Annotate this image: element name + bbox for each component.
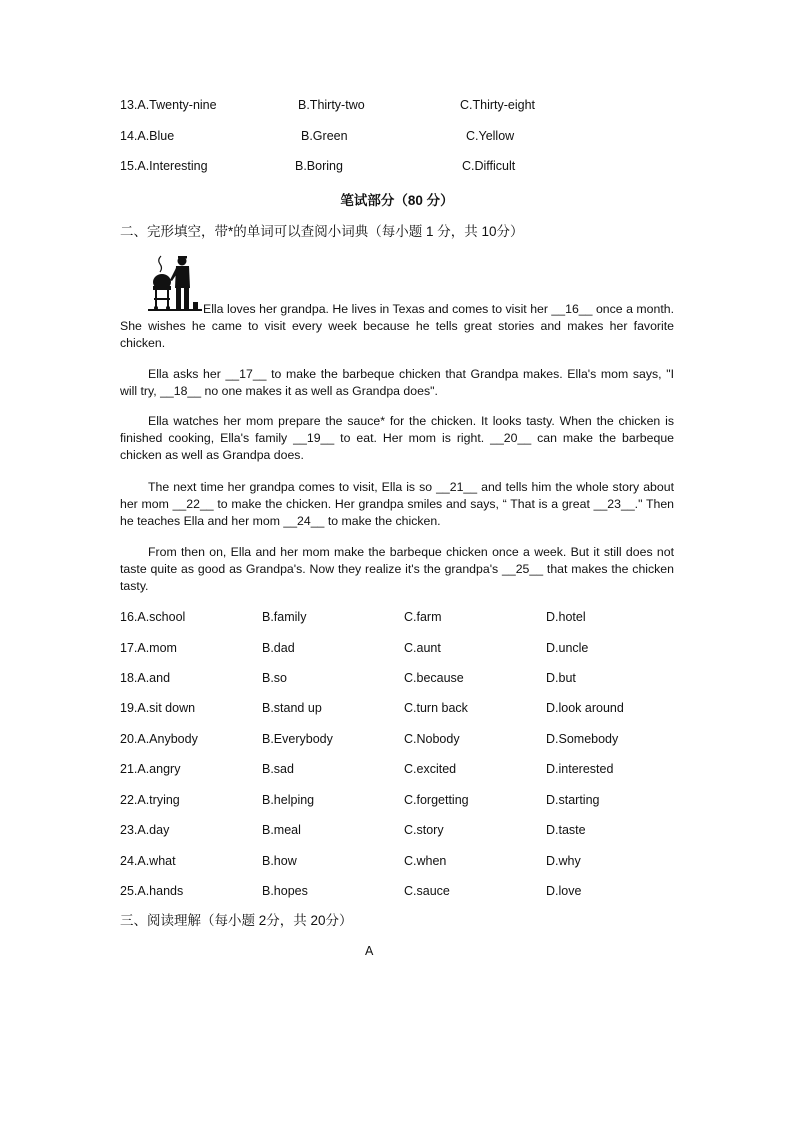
option-c: C.Nobody — [404, 732, 460, 746]
option-c: C.Thirty-eight — [460, 98, 536, 112]
option-a: 16.A.school — [120, 610, 186, 624]
option-a: 13.A.Twenty-nine — [120, 98, 217, 112]
written-section-title: 笔试部分（80 分） — [340, 193, 454, 208]
option-c: C.sauce — [404, 884, 450, 898]
passage-paragraph: Ella watches her mom prepare the sauce* for the chicken. It looks tasty. When the chicken is finished cooking, Ella's family __19__ to eat. Her mom is right. __20__ can make the barbeque chicken as well as Grandpa does. — [120, 414, 674, 462]
option-d: D.uncle — [546, 641, 589, 655]
option-d: D.taste — [546, 823, 586, 837]
option-c: C.when — [404, 854, 447, 868]
option-b: B.meal — [262, 823, 301, 837]
option-a: 25.A.hands — [120, 884, 184, 898]
reading-part-label: A — [365, 944, 374, 958]
section-2-heading: 二、完形填空，带*的单词可以查阅小词典（每小题 1 分，共 10分） — [120, 224, 524, 239]
option-b: B.stand up — [262, 701, 322, 715]
passage-paragraph: Ella asks her __17__ to make the barbeque chicken that Grandpa makes. Ella's mom says, "I will try, __18__ no one makes it as well as Grandpa does". — [120, 367, 674, 398]
option-d: D.hotel — [546, 610, 586, 624]
option-b: B.family — [262, 610, 307, 624]
option-d: D.why — [546, 854, 581, 868]
option-b: B.Thirty-two — [298, 98, 365, 112]
option-c: C.story — [404, 823, 444, 837]
option-b: B.so — [262, 671, 288, 685]
option-c: C.because — [404, 671, 464, 685]
option-c: C.farm — [404, 610, 442, 624]
option-b: B.helping — [262, 793, 315, 807]
section-3-heading: 三、阅读理解（每小题 2分，共 20分） — [120, 913, 353, 928]
passage-paragraph: The next time her grandpa comes to visit, Ella is so __21__ and tells him the whole story about her mom __22__ to make the chicken. Her grandpa smiles and says, “ That is a great __23__." Then he teaches Ella and her mom __24__ to make the chicken. — [120, 480, 674, 528]
option-d: D.interested — [546, 762, 614, 776]
option-c: C.forgetting — [404, 793, 469, 807]
passage-paragraph: Ella loves her grandpa. He lives in Texas and comes to visit her __16__ once a month. She wishes he came to visit every week because he tells great stories and makes her favorite chicken. — [120, 302, 674, 350]
option-a: 17.A.mom — [120, 641, 177, 655]
option-a: 15.A.Interesting — [120, 159, 208, 173]
passage-paragraph: From then on, Ella and her mom make the barbeque chicken once a week. But it still does not taste quite as good as Grandpa's. Now they realize it's the grandpa's __25__ that makes the chicken tasty. — [120, 545, 674, 593]
option-d: D.but — [546, 671, 576, 685]
option-b: B.hopes — [262, 884, 308, 898]
option-a: 23.A.day — [120, 823, 170, 837]
option-b: B.Boring — [295, 159, 343, 173]
option-b: B.Everybody — [262, 732, 333, 746]
option-a: 18.A.and — [120, 671, 171, 685]
option-c: C.aunt — [404, 641, 441, 655]
option-a: 24.A.what — [120, 854, 176, 868]
option-d: D.Somebody — [546, 732, 619, 746]
option-b: B.sad — [262, 762, 294, 776]
option-d: D.starting — [546, 793, 600, 807]
option-a: 14.A.Blue — [120, 129, 175, 143]
option-a: 22.A.trying — [120, 793, 180, 807]
option-d: D.look around — [546, 701, 624, 715]
option-b: B.Green — [301, 129, 348, 143]
option-b: B.how — [262, 854, 297, 868]
option-c: C.turn back — [404, 701, 468, 715]
option-d: D.love — [546, 884, 582, 898]
option-a: 20.A.Anybody — [120, 732, 198, 746]
option-b: B.dad — [262, 641, 295, 655]
option-c: C.Yellow — [466, 129, 515, 143]
option-c: C.excited — [404, 762, 457, 776]
option-a: 21.A.angry — [120, 762, 181, 776]
option-a: 19.A.sit down — [120, 701, 196, 715]
option-c: C.Difficult — [462, 159, 516, 173]
